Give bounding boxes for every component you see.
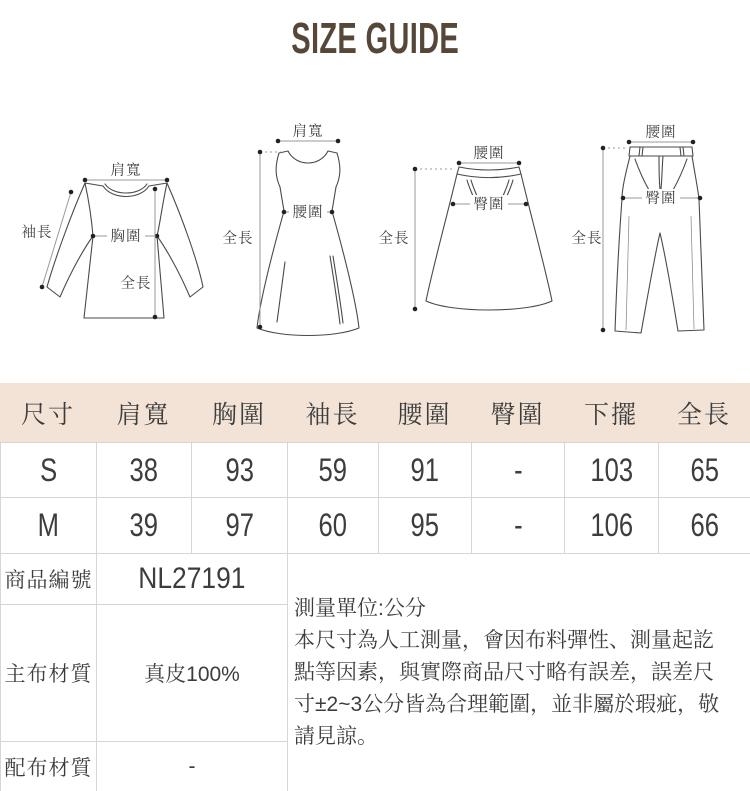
size-table-header	[0, 383, 750, 442]
pants-length-label: 全長	[571, 231, 603, 247]
header-cell-shoulder: 肩寬	[116, 400, 171, 429]
lining-fabric-label: 配布材質	[1, 742, 97, 791]
skirt-waist-label: 腰圍	[473, 146, 505, 162]
size-cell: 65	[659, 443, 750, 498]
product-code-value: NL27191	[97, 554, 288, 605]
header-cell-size: 尺寸	[20, 400, 75, 429]
page-title-text: SIZE GUIDE	[291, 14, 459, 63]
size-cell: 60	[288, 498, 379, 554]
size-row-s	[1, 443, 750, 498]
pants-waist-label: 腰圍	[645, 125, 677, 141]
size-cell: 106	[565, 498, 659, 554]
header-cell-length: 全長	[676, 400, 731, 429]
size-cell: 93	[192, 443, 288, 498]
top-diagram	[22, 162, 204, 319]
lining-fabric-value: -	[97, 742, 288, 791]
header-cell-hem: 下擺	[583, 400, 638, 429]
dress-waist-label: 腰圍	[292, 205, 324, 221]
main-fabric-value: 真皮100%	[97, 605, 288, 742]
measurement-note	[288, 554, 750, 791]
info-row-code	[1, 554, 750, 605]
header-cell-waist: 腰圍	[397, 400, 452, 429]
size-cell: S	[1, 443, 97, 498]
skirt-outline	[426, 167, 552, 310]
size-row-m	[1, 498, 750, 554]
size-cell: 95	[379, 498, 472, 554]
size-cell: 38	[97, 443, 192, 498]
header-cell-chest: 胸圍	[211, 400, 266, 429]
top-length-label: 全長	[120, 276, 152, 292]
note-body-text: 本尺寸為人工測量，會因布料彈性、測量起訖點等因素，與實際商品尺寸略有誤差，誤差尺寸±2~3公分皆為合理範圍，並非屬於瑕疵，敬請見諒。	[294, 628, 720, 748]
size-table	[0, 442, 750, 554]
size-cell: 66	[659, 498, 750, 554]
size-cell: 39	[97, 498, 192, 554]
size-cell: M	[1, 498, 97, 554]
product-info-table	[0, 553, 750, 791]
dress-outline	[257, 151, 359, 336]
top-chest-label: 胸圍	[110, 229, 142, 245]
skirt-length-label: 全長	[378, 231, 410, 247]
dress-length-label: 全長	[222, 231, 254, 247]
size-cell: -	[472, 443, 565, 498]
note-unit-line: 測量單位:公分	[294, 596, 426, 620]
page-title	[0, 14, 750, 64]
top-shoulder-label: 肩寬	[110, 163, 142, 179]
garment-diagrams	[0, 100, 750, 355]
skirt-hip-label: 臀圍	[473, 197, 505, 213]
pants-diagram	[572, 124, 705, 333]
top-outline	[47, 183, 203, 318]
main-fabric-label: 主布材質	[1, 605, 97, 742]
size-cell: -	[472, 498, 565, 554]
size-cell: 91	[379, 443, 472, 498]
size-cell: 103	[565, 443, 659, 498]
dress-diagram	[223, 123, 360, 336]
size-cell: 59	[288, 443, 379, 498]
size-cell: 97	[192, 498, 288, 554]
dress-shoulder-label: 肩寬	[292, 124, 324, 140]
skirt-diagram	[379, 145, 553, 311]
header-cell-hip: 臀圍	[490, 400, 545, 429]
pants-hip-label: 臀圍	[645, 191, 677, 207]
header-cell-sleeve: 袖長	[305, 400, 360, 429]
product-code-label: 商品編號	[1, 554, 97, 605]
top-sleeve-label: 袖長	[21, 225, 53, 241]
